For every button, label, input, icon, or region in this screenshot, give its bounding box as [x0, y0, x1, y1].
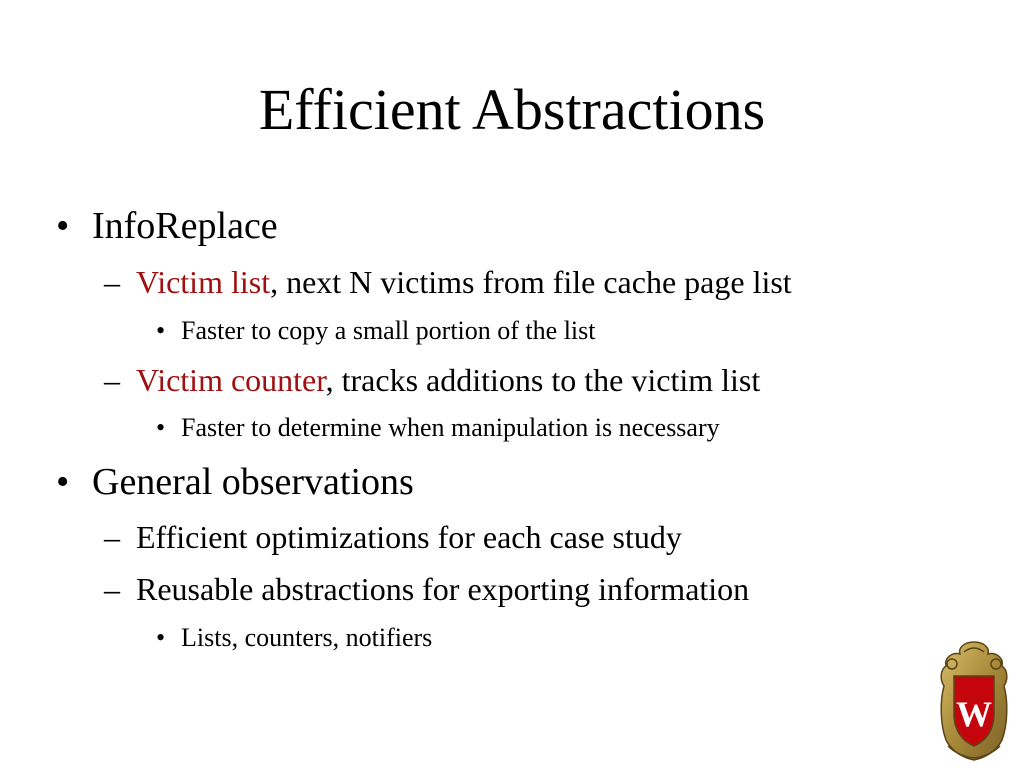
bullet-marker: • [56, 461, 70, 503]
subbullet-optimizations: Efficient optimizations for each case study [136, 519, 682, 555]
bullet-marker: • [156, 316, 166, 345]
detail-manipulation: Faster to determine when manipulation is necessary [181, 413, 720, 442]
university-crest-icon [938, 640, 1010, 762]
dash-marker: – [104, 571, 120, 607]
slide-title: Efficient Abstractions [258, 77, 766, 142]
bullet-general-observations: General observations [92, 461, 414, 503]
detail-copy-portion: Faster to copy a small portion of the list [181, 316, 596, 345]
bullet-marker: • [156, 623, 166, 652]
subbullet-text: , tracks additions to the victim list [325, 362, 761, 398]
dash-marker: – [104, 264, 120, 300]
highlight-term: Victim counter [136, 362, 326, 398]
detail-lists-counters: Lists, counters, notifiers [181, 623, 433, 652]
subbullet-reusable-abstractions: Reusable abstractions for exporting information [136, 571, 750, 607]
highlight-term: Victim list [136, 264, 271, 300]
bullet-marker: • [56, 205, 70, 247]
subbullet-text: , next N victims from file cache page list [270, 264, 792, 300]
crest-letter: W [956, 694, 992, 734]
bullet-marker: • [156, 413, 166, 442]
bullet-inforeplace: InfoReplace [92, 205, 278, 247]
dash-marker: – [104, 519, 120, 555]
dash-marker: – [104, 362, 120, 398]
subbullet-victim-list [136, 263, 792, 301]
subbullet-victim-counter [136, 361, 760, 399]
